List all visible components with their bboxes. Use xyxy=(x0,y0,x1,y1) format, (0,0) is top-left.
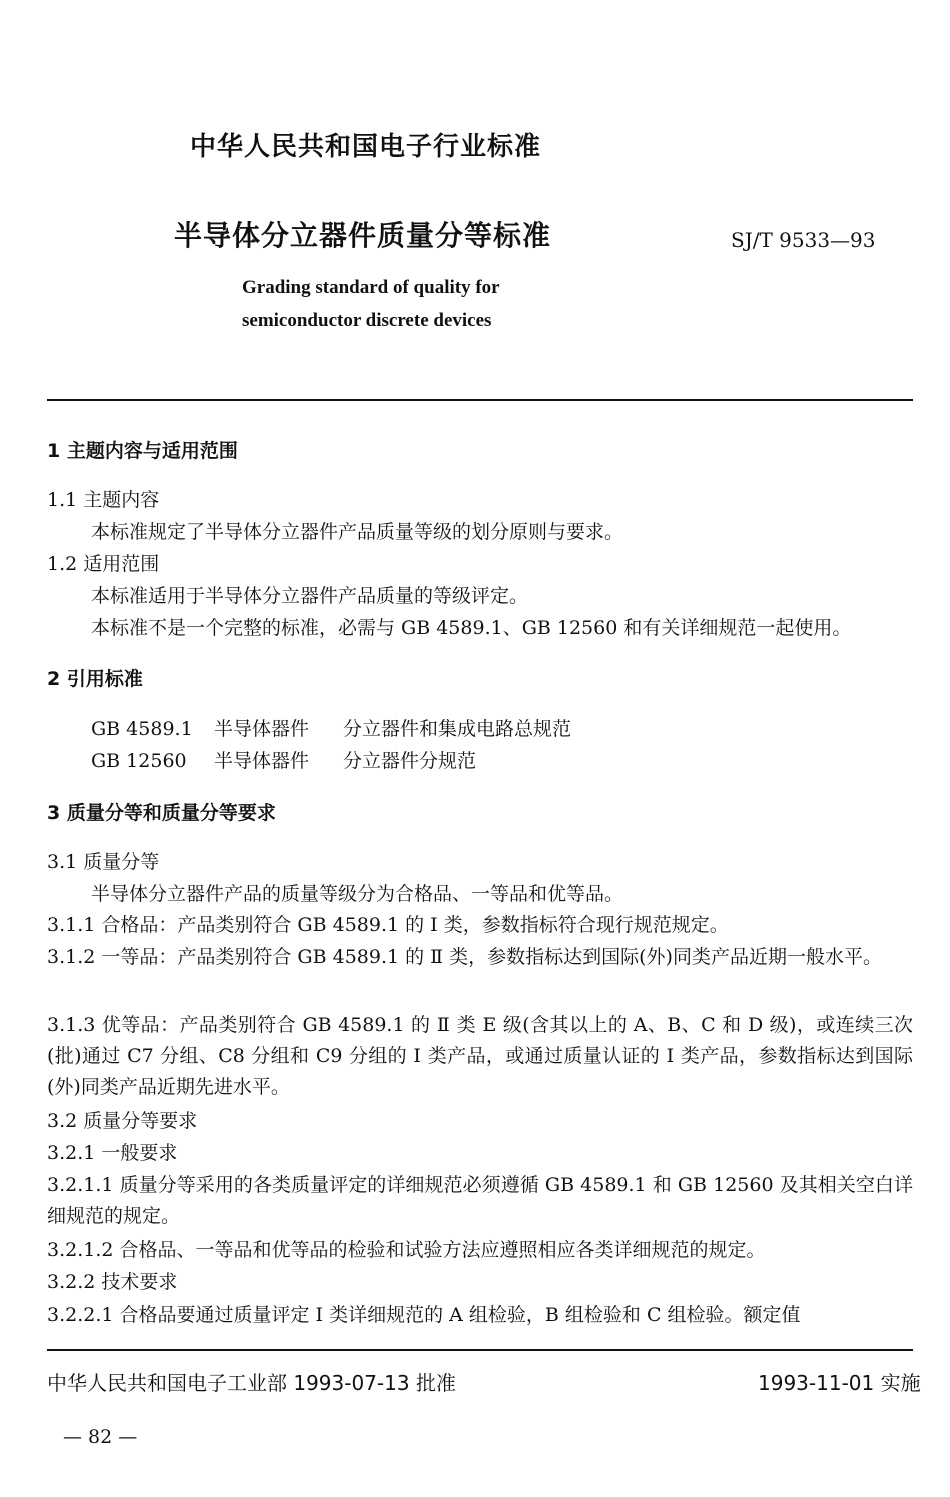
footer-divider xyxy=(47,1349,913,1351)
standard-code: SJ/T 9533—93 xyxy=(731,228,876,252)
section-3-1-heading: 3.1 质量分等 xyxy=(47,851,160,873)
section-3-2-1-2: 3.2.1.2 合格品、一等品和优等品的检验和试验方法应遵照相应各类详细规范的规定。 xyxy=(47,1239,766,1261)
section-1-2-heading: 1.2 适用范围 xyxy=(47,553,160,575)
section-3-2-1-heading: 3.2.1 一般要求 xyxy=(47,1142,178,1164)
ref-name-2: 分立器件分规范 xyxy=(343,750,477,772)
standard-title-en-line2: semiconductor discrete devices xyxy=(242,310,492,331)
section-3-2-2-heading: 3.2.2 技术要求 xyxy=(47,1271,178,1293)
ref-name-1: 半导体器件 xyxy=(214,750,310,772)
ref-code: GB 4589.1 xyxy=(91,718,193,740)
org-title: 中华人民共和国电子行业标准 xyxy=(190,132,542,162)
ref-name-1: 半导体器件 xyxy=(214,718,310,740)
section-3-2-heading: 3.2 质量分等要求 xyxy=(47,1110,198,1132)
page-number: — 82 — xyxy=(63,1426,138,1448)
section-1-1-heading: 1.1 主题内容 xyxy=(47,489,160,511)
section-3-1-3: 3.1.3 优等品：产品类别符合 GB 4589.1 的 Ⅱ 类 E 级(含其以上的 A、B、C 和 D 级)，或连续三次(批)通过 C7 分组、C8 分组和 C9 分组的 Ⅰ 类产品，或通过质量认证的 Ⅰ 类产品，参数指标达到国际(外)同类产品近期先进水平。 xyxy=(47,1014,913,1098)
section-3-1-text: 半导体分立器件产品的质量等级分为合格品、一等品和优等品。 xyxy=(91,883,624,905)
section-1-1-text: 本标准规定了半导体分立器件产品质量等级的划分原则与要求。 xyxy=(91,521,624,543)
standard-title-en-line1: Grading standard of quality for xyxy=(242,277,500,298)
section-3-2-1-1: 3.2.1.1 质量分等采用的各类质量评定的详细规范必须遵循 GB 4589.1 和 GB 12560 及其相关空白详细规范的规定。 xyxy=(47,1174,913,1227)
section-3-1-2: 3.1.2 一等品：产品类别符合 GB 4589.1 的 Ⅱ 类，参数指标达到国际(外)同类产品近期一般水平。 xyxy=(47,946,882,968)
ref-name-2: 分立器件和集成电路总规范 xyxy=(343,718,572,740)
section-3-heading: 3 质量分等和质量分等要求 xyxy=(47,802,276,824)
approval-line: 中华人民共和国电子工业部 1993-07-13 批准 xyxy=(47,1371,456,1395)
effective-date: 1993-11-01 实施 xyxy=(758,1371,921,1395)
section-1-2-text-2: 本标准不是一个完整的标准，必需与 GB 4589.1、GB 12560 和有关详细规范一起使用。 xyxy=(91,617,852,639)
section-1-heading: 1 主题内容与适用范围 xyxy=(47,440,238,462)
section-1-2-text-1: 本标准适用于半导体分立器件产品质量的等级评定。 xyxy=(91,585,529,607)
ref-code: GB 12560 xyxy=(91,750,187,772)
standard-title-cn: 半导体分立器件质量分等标准 xyxy=(174,219,552,252)
section-3-1-1: 3.1.1 合格品：产品类别符合 GB 4589.1 的 I 类，参数指标符合现行规范规定。 xyxy=(47,914,729,936)
section-3-2-2-1: 3.2.2.1 合格品要通过质量评定 I 类详细规范的 A 组检验，B 组检验和 C 组检验。额定值 xyxy=(47,1304,801,1326)
header-divider xyxy=(47,399,913,401)
section-2-heading: 2 引用标准 xyxy=(47,668,143,690)
